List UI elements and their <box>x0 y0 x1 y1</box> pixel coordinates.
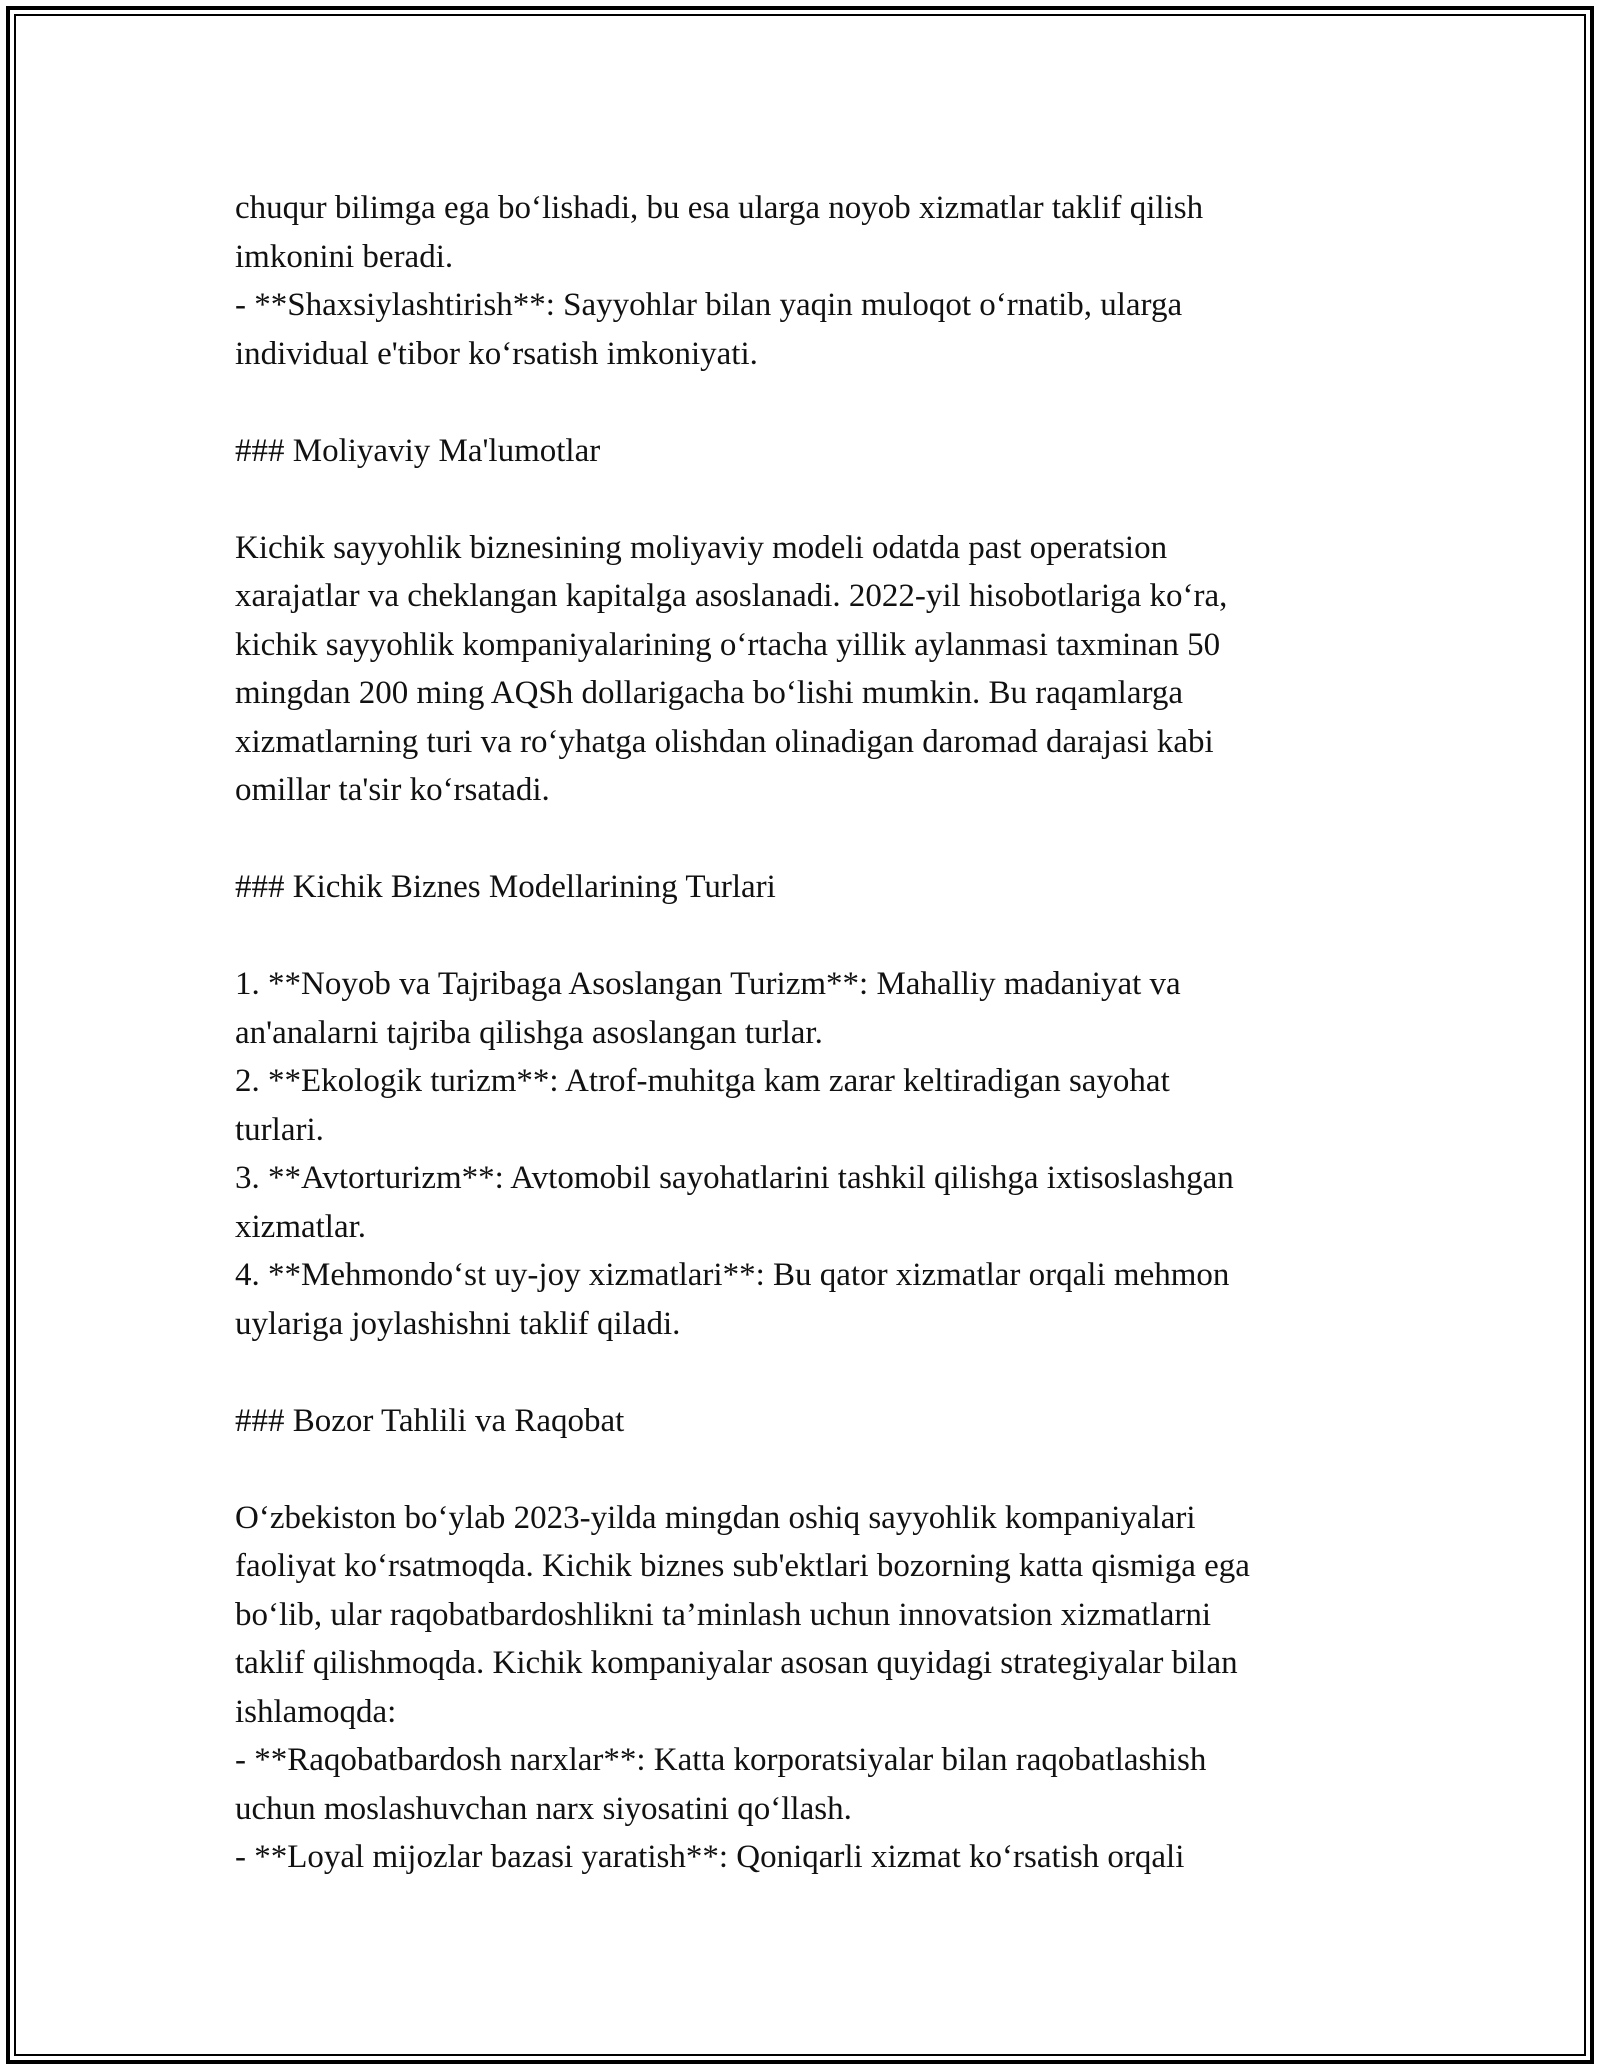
text-line: omillar ta'sir ko‘rsatadi. <box>235 772 550 808</box>
text-line: bo‘lib, ular raqobatbardoshlikni ta’minlash uchun innovatsion xizmatlarni <box>235 1596 1212 1633</box>
list-item: 2. **Ekologik turizm**: Atrof-muhitga kam zarar keltiradigan sayohat <box>235 1063 1170 1099</box>
market-analysis-paragraph <box>235 1494 1385 1882</box>
text-line: individual e'tibor ko‘rsatish imkoniyati. <box>235 335 758 372</box>
list-item-continuation: uylariga joylashishni taklif qiladi. <box>235 1305 681 1342</box>
business-models-list <box>235 960 1385 1348</box>
text-line: ishlamoqda: <box>235 1693 397 1730</box>
section-heading-financial: ### Moliyaviy Ma'lumotlar <box>235 432 601 469</box>
text-line: uchun moslashuvchan narx siyosatini qo‘llash. <box>235 1790 852 1827</box>
text-line: chuqur bilimga ega bo‘lishadi, bu esa ularga noyob xizmatlar taklif qilish <box>235 190 1204 226</box>
spacer <box>235 378 1385 427</box>
section-heading-market-analysis: ### Bozor Tahlili va Raqobat <box>235 1402 625 1439</box>
bullet-line: - **Loyal mijozlar bazasi yaratish**: Qoniqarli xizmat ko‘rsatish orqali <box>235 1839 1185 1875</box>
text-line: xizmatlarning turi va ro‘yhatga olishdan olinadigan daromad darajasi kabi <box>235 723 1214 760</box>
list-item: 1. **Noyob va Tajribaga Asoslangan Turizm**: Mahalliy madaniyat va <box>235 966 1181 1002</box>
text-line: faoliyat ko‘rsatmoqda. Kichik biznes sub'ektlari bozorning katta qismiga ega <box>235 1548 1250 1584</box>
spacer <box>235 475 1385 524</box>
list-item-continuation: turlari. <box>235 1111 324 1148</box>
list-item-continuation: an'analarni tajriba qilishga asoslangan turlar. <box>235 1014 823 1051</box>
text-line: taklif qilishmoqda. Kichik kompaniyalar asosan quyidagi strategiyalar bilan <box>235 1645 1238 1681</box>
bullet-line: - **Raqobatbardosh narxlar**: Katta korporatsiyalar bilan raqobatlashish <box>235 1742 1207 1778</box>
intro-continuation <box>235 184 1385 378</box>
spacer <box>235 912 1385 961</box>
list-item: 4. **Mehmondo‘st uy-joy xizmatlari**: Bu qator xizmatlar orqali mehmon <box>235 1257 1230 1293</box>
list-item-continuation: xizmatlar. <box>235 1208 367 1245</box>
spacer <box>235 1348 1385 1397</box>
section-heading-business-models: ### Kichik Biznes Modellarining Turlari <box>235 869 776 905</box>
text-line: xarajatlar va cheklangan kapitalga asoslanadi. 2022-yil hisobotlariga ko‘ra, <box>235 578 1228 614</box>
financial-paragraph <box>235 524 1385 815</box>
bullet-line: - **Shaxsiylashtirish**: Sayyohlar bilan yaqin muloqot o‘rnatib, ularga <box>235 287 1183 323</box>
document-body <box>235 184 1385 1882</box>
text-line: kichik sayyohlik kompaniyalarining o‘rtacha yillik aylanmasi taxminan 50 <box>235 626 1221 663</box>
spacer <box>235 1445 1385 1494</box>
list-item: 3. **Avtorturizm**: Avtomobil sayohatlarini tashkil qilishga ixtisoslashgan <box>235 1160 1234 1196</box>
text-line: Kichik sayyohlik biznesining moliyaviy modeli odatda past operatsion <box>235 529 1168 566</box>
text-line: O‘zbekiston bo‘ylab 2023-yilda mingdan oshiq sayyohlik kompaniyalari <box>235 1499 1196 1536</box>
text-line: mingdan 200 ming AQSh dollarigacha bo‘lishi mumkin. Bu raqamlarga <box>235 675 1184 711</box>
spacer <box>235 815 1385 864</box>
text-line: imkonini beradi. <box>235 238 454 275</box>
